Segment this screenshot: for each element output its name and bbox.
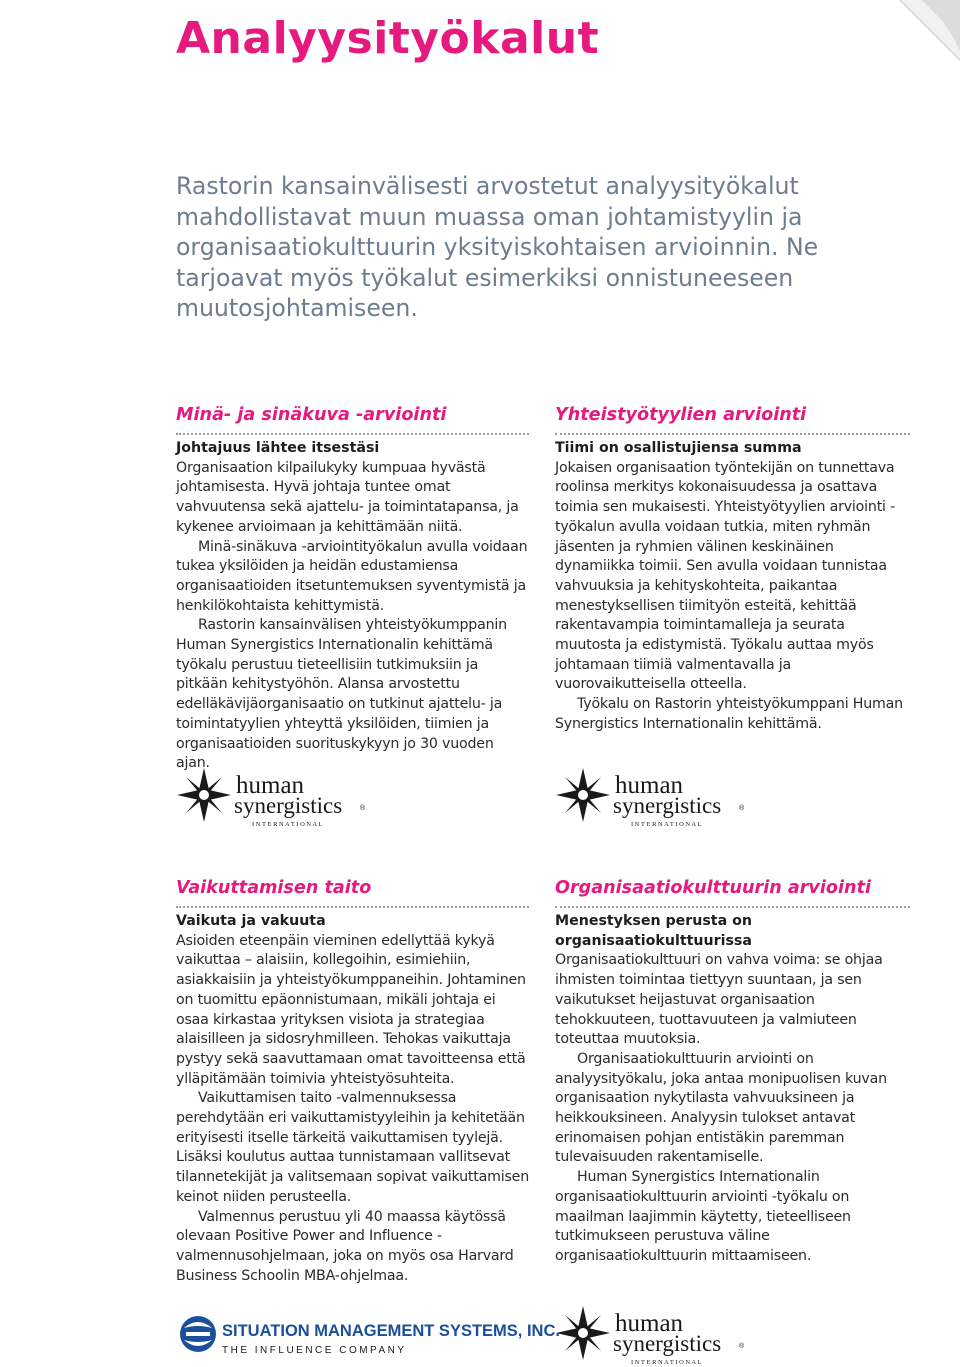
- section-influence-skills: [176, 877, 529, 1286]
- paragraph: Vaikuttamisen taito -valmennuksessa perehdytään eri vaikuttamistyyleihin ja kehitetään erityisesti itselle tärkeitä vaikuttamisen tyylejä. Lisäksi koulutus auttaa tunnistamaan vallitsevat tilannetekijät ja valitsemaan sopivat vaikuttamisen keinot niiden perusteella.: [176, 1090, 530, 1205]
- svg-text:I N T E R N A T I O N A L: I N T E R N A T I O N A L: [631, 1359, 702, 1366]
- human-synergistics-logo: [176, 765, 376, 827]
- svg-text:human: human: [615, 1310, 684, 1337]
- section-title: Organisaatiokulttuurin arviointi: [555, 877, 910, 908]
- human-synergistics-logo: [555, 1303, 755, 1365]
- paragraph: Rastorin kansainvälisen yhteistyökumppanin Human Synergistics Internationalin kehittämä työkalu perustuu tieteellisiin tutkimuksiin ja pitkään kehitystyöhön. Alansa arvostettu edelläkävijäorganisaatio on tutkinut ajattelu- ja toimintatyylien yhteyttä yksilöiden, tiimien ja organisaatioiden suorituskykyyn jo 30 vuoden ajan.: [176, 617, 507, 772]
- section-title: Yhteistyötyylien arviointi: [555, 404, 910, 435]
- section-subtitle: Tiimi on osallistujiensa summa: [555, 440, 802, 456]
- section-subtitle: Johtajuus lähtee itsestäsi: [176, 440, 380, 456]
- paragraph: Organisaatiokulttuuri on vahva voima: se ohjaa ihmisten toimintaa tiettyyn suuntaan, ja sen vaikutukset heijastuvat organisaation tehokkuuteen, tuottavuuteen ja valmiuteen toteuttaa muutoksia.: [555, 952, 883, 1048]
- paragraph: Asioiden eteenpäin vieminen edellyttää kykyä vaikuttaa – alaisiin, kollegoihin, esimiehiin, asiakkaisiin ja yhteistyökumppaneihin. Johtaminen on tuomittu epäonnistumaan, mikäli johtaja ei osaa kirkastaa yrityksen visiota ja strategiaa alaisilleen ja sidosryhmilleen. Tehokas vaikuttaja pystyy sekä saavuttamaan omat tavoitteensa että ylläpitämään toimivia yhteistyösuhteita.: [176, 932, 526, 1087]
- compass-star-icon: [177, 768, 231, 822]
- page-title: Analyysityökalut: [176, 13, 600, 64]
- section-self-assessment: [176, 404, 529, 774]
- section-org-culture: [555, 877, 910, 1267]
- compass-star-icon: [556, 768, 610, 822]
- svg-text:I N T E R N A T I O N A L: I N T E R N A T I O N A L: [252, 821, 323, 828]
- section-title: Minä- ja sinäkuva -arviointi: [176, 404, 529, 435]
- section-title: Vaikuttamisen taito: [176, 877, 529, 908]
- compass-star-icon: [556, 1306, 610, 1360]
- sms-emblem-icon: [180, 1316, 216, 1352]
- svg-text:synergistics: synergistics: [234, 793, 343, 818]
- paragraph: Työkalu on Rastorin yhteistyökumppani Human Synergistics Internationalin kehittämä.: [555, 696, 903, 732]
- situation-management-systems-logo: [176, 1310, 560, 1358]
- svg-text:®: ®: [360, 805, 366, 812]
- section-collaboration: [555, 404, 910, 735]
- paragraph: Organisaatiokulttuurin arviointi on analyysityökalu, joka antaa monipuolisen kuvan organisaation nykytilasta vahvuuksineen ja heikkouksineen. Analyysin tulokset antavat erinomaisen pohjan entistäkin paremman tulevaisuuden rakentamiselle.: [555, 1050, 887, 1166]
- paragraph: Minä-sinäkuva -arviointityökalun avulla voidaan tukea yksilöiden ja heidän edustamiensa organisaatioiden itsetuntemuksen syventymistä ja henkilökohtaista kehittymistä.: [176, 538, 528, 614]
- section-subtitle: Menestyksen perusta on organisaatiokulttuurissa: [555, 913, 752, 949]
- intro-text: Rastorin kansainvälisesti arvostetut analyysityökalut mahdollistavat muun muassa oman johtamistyylin ja organisaatiokulttuurin yksityiskohtaisen arvioinnin. Ne tarjoavat myös työkalut esimerkiksi onnistuneeseen muutosjohtamiseen.: [176, 172, 819, 323]
- paragraph: Organisaation kilpailukyky kumpuaa hyvästä johtamisesta. Hyvä johtaja tuntee omat vahvuutensa sekä ajattelu- ja toimintatapansa, ja kykenee arvioimaan ja kehittämään niitä.: [176, 459, 519, 535]
- paragraph: Valmennus perustuu yli 40 maassa käytössä olevaan Positive Power and Influence -valmennusohjelmaan, joka on myös osa Harvard Business Schoolin MBA-ohjelmaa.: [176, 1208, 514, 1284]
- svg-text:I N T E R N A T I O N A L: I N T E R N A T I O N A L: [631, 821, 702, 828]
- paragraph: Human Synergistics Internationalin organisaatiokulttuurin arviointi -työkalu on maailman laajimmin käytetty, tieteelliseen tutkimukseen perustuva väline organisaatiokulttuurin mittaamiseen.: [555, 1169, 851, 1264]
- svg-text:THE INFLUENCE COMPANY: THE INFLUENCE COMPANY: [222, 1345, 407, 1356]
- svg-text:synergistics: synergistics: [613, 1331, 722, 1356]
- svg-text:®: ®: [739, 805, 745, 812]
- svg-text:synergistics: synergistics: [613, 793, 722, 818]
- svg-text:human: human: [236, 772, 305, 799]
- svg-text:human: human: [615, 772, 684, 799]
- svg-text:SITUATION MANAGEMENT SYSTEMS,: SITUATION MANAGEMENT SYSTEMS, INC.: [222, 1322, 560, 1340]
- section-subtitle: Vaikuta ja vakuuta: [176, 913, 326, 929]
- paragraph: Jokaisen organisaation työntekijän on tunnettava roolinsa merkitys kokonaisuudessa ja osattava toimia sen mukaisesti. Yhteistyötyylien arviointi -työkalun avulla voidaan tutkia, miten ryhmän jäsenten ja ryhmien välinen keskinäinen dynamiikka toimii. Sen avulla voidaan tunnistaa vahvuuksia ja kehityskohteita, paikantaa menestyksellisen tiimityön esteitä, kehittää rakentavampia toimintamalleja ja seurata muutosta ja edistymistä. Työkalu auttaa myös johtamaan tiimiä valmentavalla ja vuorovaikutteisella otteella.: [555, 459, 896, 693]
- svg-text:®: ®: [739, 1343, 745, 1350]
- human-synergistics-logo: [555, 765, 755, 827]
- corner-decoration: [900, 0, 960, 60]
